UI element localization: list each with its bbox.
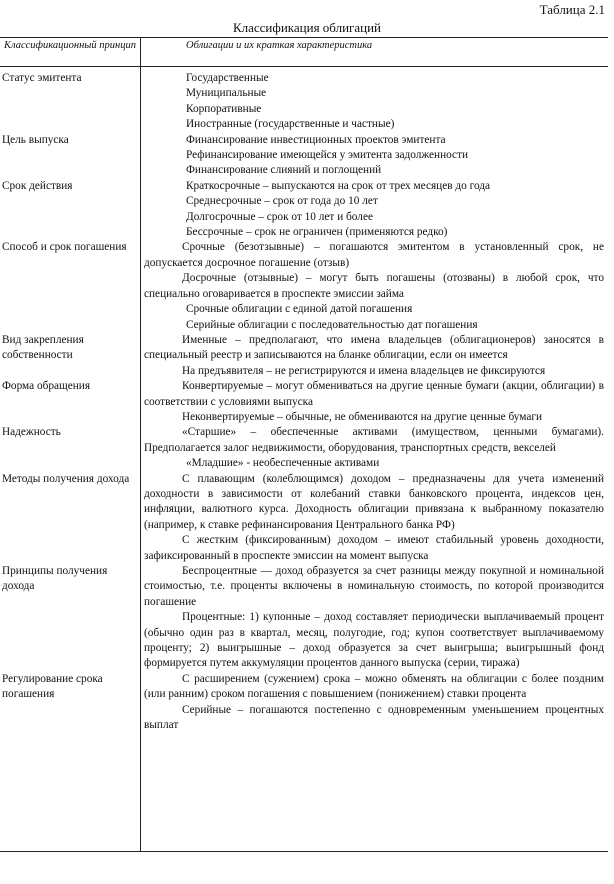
- table-row: [0, 564, 608, 672]
- bond-type: Иностранные (государственные и частные): [186, 118, 395, 131]
- table-body: [0, 71, 608, 733]
- header-principle: Классификационный принцип: [4, 40, 136, 51]
- row-principle: Форма обращения: [2, 380, 91, 393]
- bond-type: Серийные облигации с последовательностью дат погашения: [186, 318, 478, 331]
- row-principle: Надежность: [2, 426, 61, 439]
- table-row: [0, 133, 608, 179]
- bond-type: С плавающим (колеблющимся) доходом – предназначены для учета изменений доходности в зависимости от колебаний ставки банковского процента, индексов цен, инфляции, валютного курса. Доходность облигации привязана к выбранному показателю (например, к ставке рефинансирования Центрального банка РФ): [144, 472, 604, 531]
- bond-type: Неконвертируемые – обычные, не обмениваются на другие ценные бумаги: [182, 410, 543, 423]
- bond-type: Именные – предполагают, что имена владельцев (облигационеров) заносятся в специальный реестр и записываются на бланке облигации, если он имеется: [144, 333, 604, 362]
- row-items: [140, 71, 608, 133]
- bond-type: Бессрочные – срок не ограничен (применяются редко): [186, 226, 448, 239]
- classification-table: [0, 37, 608, 852]
- bond-type: Срочные (безотзывные) – погашаются эмитентом в установленный срок, не допускается досрочное погашение (отзыв): [144, 241, 604, 269]
- bond-type: Государственные: [186, 72, 269, 84]
- bond-type: Рефинансирование имеющейся у эмитента задолженности: [186, 149, 469, 162]
- row-items: [140, 240, 608, 332]
- bond-type: Финансирование инвестиционных проектов эмитента: [186, 133, 446, 146]
- bond-type: Конвертируемые – могут обмениваться на другие ценные бумаги (акции, облигации) в соответствии с условиями выпуска: [144, 380, 604, 408]
- table-row: [0, 179, 608, 241]
- bond-type: Беспроцентные — доход образуется за счет разницы между покупной и номинальной стоимостью, т.е. проценты включены в номинальную стоимость, по которой производится погашение: [144, 565, 604, 608]
- table-number: Таблица 2.1: [539, 2, 605, 17]
- row-principle: Принципы получения дохода: [2, 565, 108, 593]
- row-items: [140, 425, 608, 471]
- bond-type: Срочные облигации с единой датой погашения: [186, 303, 413, 316]
- row-items: [140, 672, 608, 734]
- row-items: [140, 133, 608, 179]
- bond-type: Процентные: 1) купонные – доход составляет периодически выплачиваемый процент (обычно один раз в квартал, месяц, полугодие, год; купон соответствует выплачиваемому проценту; 2) выигрышные – доход образуется за счет выигрыша; выигрышный фонд формируется путем аккумуляции процентов данного выпуска (серии, тиража): [144, 611, 604, 670]
- row-items: [140, 179, 608, 241]
- row-principle: Способ и срок погашения: [2, 241, 127, 254]
- bond-type: На предъявителя – не регистрируются и имена владельцев не фиксируются: [182, 364, 546, 377]
- row-principle: Вид закрепления собственности: [2, 333, 84, 362]
- bond-type: «Младшие» - необеспеченные активами: [186, 457, 380, 470]
- bond-type: Корпоративные: [186, 102, 262, 115]
- row-items: [140, 333, 608, 379]
- table-header: [0, 38, 608, 67]
- table-row: [0, 472, 608, 564]
- bond-type: Долгосрочные – срок от 10 лет и более: [186, 210, 373, 223]
- row-principle: Срок действия: [2, 179, 73, 192]
- row-items: [140, 472, 608, 564]
- table-row: [0, 672, 608, 734]
- table-row: [0, 379, 608, 425]
- row-principle: Цель выпуска: [2, 133, 69, 146]
- row-principle: Статус эмитента: [2, 72, 82, 84]
- row-items: [140, 379, 608, 425]
- bond-type: Среднесрочные – срок от года до 10 лет: [186, 195, 378, 208]
- bond-type: С жестким (фиксированным) доходом – имеют стабильный уровень доходности, зафиксированный в проспекте эмиссии на момент выпуска: [144, 534, 604, 562]
- table-row: [0, 240, 608, 332]
- header-characteristics: Облигации и их краткая характеристика: [186, 40, 373, 51]
- table-title: Классификация облигаций: [232, 20, 382, 35]
- bond-type: Краткосрочные – выпускаются на срок от трех месяцев до года: [186, 179, 491, 192]
- bond-type: Муниципальные: [186, 87, 267, 100]
- bond-type: Финансирование слияний и поглощений: [186, 164, 382, 177]
- bond-type: С расширением (сужением) срока – можно обменять на облигации с более поздним (или ранним) сроком погашения с повышением (понижением) ставки процента: [144, 672, 604, 701]
- table-row: [0, 425, 608, 471]
- bond-type: Досрочные (отзывные) – могут быть погашены (отозваны) в любой срок, что специально оговаривается в проспекте эмиссии займа: [144, 272, 604, 300]
- table-row: [0, 333, 608, 379]
- row-items: [140, 564, 608, 672]
- row-principle: Методы получения дохода: [2, 472, 130, 485]
- bond-type: Серийные – погашаются постепенно с одновременным уменьшением процентных выплат: [144, 703, 604, 732]
- bond-type: «Старшие» – обеспеченные активами (имуществом, ценными бумагами). Предполагается залог недвижимости, оборудования, транспортных средств, векселей: [144, 426, 604, 454]
- table-row: [0, 71, 608, 133]
- row-principle: Регулирование срока погашения: [2, 672, 103, 701]
